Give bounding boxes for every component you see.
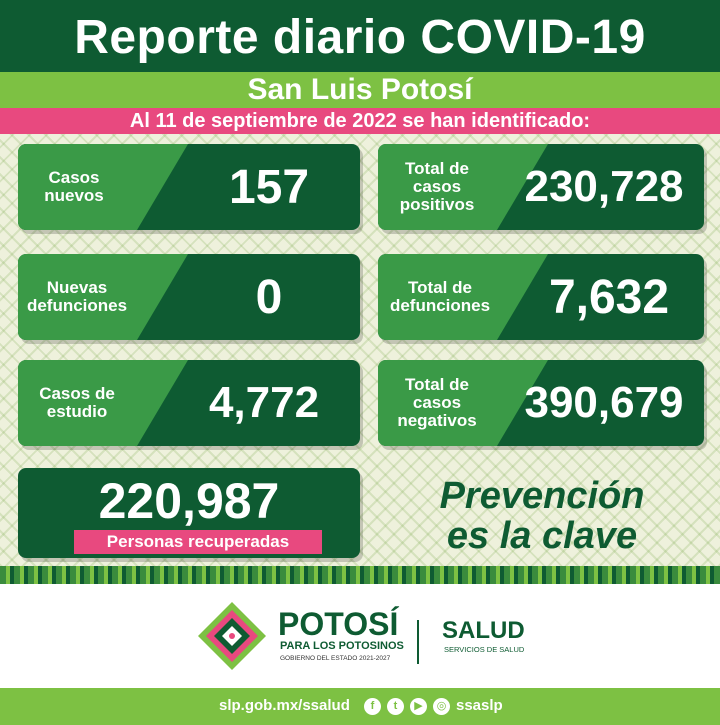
date-line: Al 11 de septiembre de 2022 se han identificado:	[0, 108, 720, 134]
card-value: 4,772	[208, 378, 320, 427]
card-value: 157	[228, 160, 310, 214]
card-value: 230,728	[524, 162, 684, 211]
card-label: Casos de estudio	[39, 384, 115, 421]
recovered-value: 220,987	[98, 473, 280, 529]
social-handle[interactable]: ssaslp	[456, 697, 503, 714]
report-title: Reporte diario COVID-19	[0, 0, 720, 72]
brand-tagline: PARA LOS POTOSINOS	[280, 640, 404, 652]
twitter-icon[interactable]: t	[387, 698, 404, 715]
recovered-label: Personas recuperadas	[74, 530, 322, 554]
decorative-stripe	[0, 566, 720, 584]
card-label: Nuevas defunciones	[26, 278, 128, 315]
instagram-icon[interactable]: ◎	[433, 698, 450, 715]
footer-bar	[0, 688, 720, 725]
card-total-negative	[378, 360, 704, 446]
government-label: GOBIERNO DEL ESTADO 2021-2027	[280, 655, 391, 662]
card-value: 0	[255, 270, 283, 324]
recovered-card	[18, 468, 360, 558]
agency-name: SALUD	[442, 617, 525, 644]
card-new-deaths	[18, 254, 360, 340]
card-value: 390,679	[524, 378, 684, 427]
slogan: Prevención es la clave	[439, 475, 645, 557]
youtube-icon[interactable]: ▶	[410, 698, 427, 715]
potosi-emblem-icon	[196, 600, 268, 672]
card-value: 7,632	[548, 270, 670, 324]
website-link[interactable]: slp.gob.mx/ssalud	[219, 697, 350, 714]
card-label: Total de casos positivos	[399, 159, 475, 214]
card-new-cases	[18, 144, 360, 230]
card-total-deaths	[378, 254, 704, 340]
facebook-icon[interactable]: f	[364, 698, 381, 715]
card-label: Total de defunciones	[389, 278, 491, 315]
card-label: Casos nuevos	[44, 168, 104, 205]
state-name: San Luis Potosí	[0, 72, 720, 108]
brand-name: POTOSÍ	[278, 606, 399, 642]
card-study-cases	[18, 360, 360, 446]
agency-subtitle: SERVICIOS DE SALUD	[444, 645, 525, 654]
card-label: Total de casos negativos	[397, 375, 477, 430]
card-total-positive	[378, 144, 704, 230]
logo-divider	[417, 620, 419, 664]
